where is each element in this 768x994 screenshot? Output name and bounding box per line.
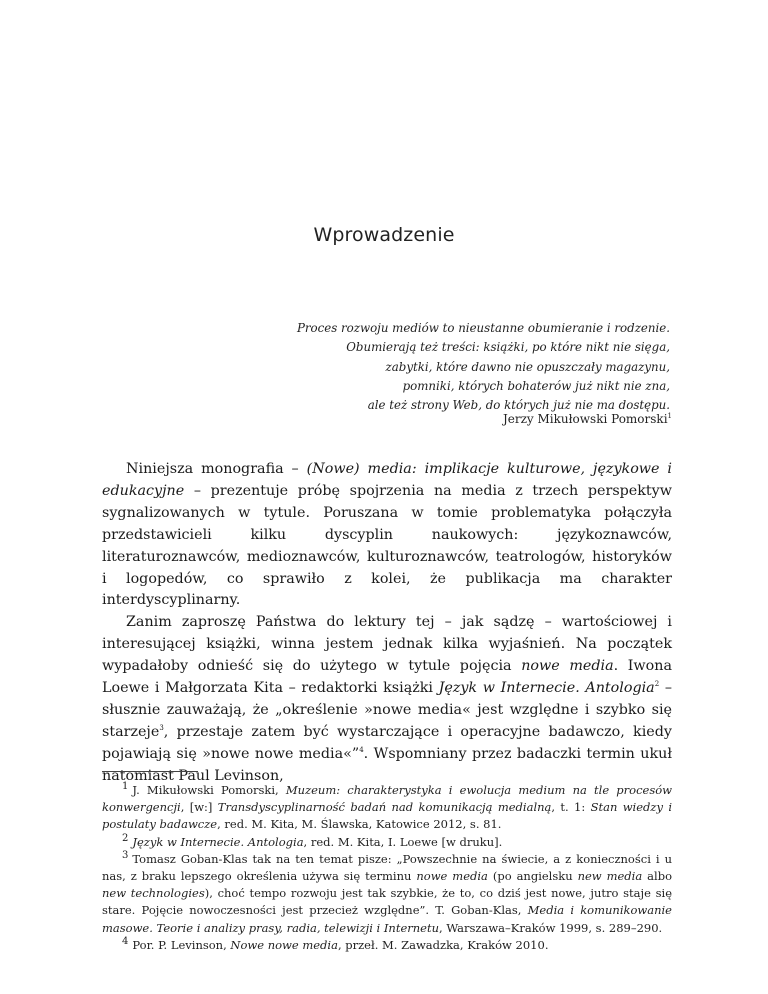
text-run: , red. M. Kita, M. Ślawska, Katowice 2012, s. 81. <box>217 817 502 832</box>
footnote-ref[interactable]: 4 <box>359 746 364 755</box>
text-run-italic: Język w Internecie. Antologia <box>132 834 304 849</box>
text-run: Niniejsza monografia – <box>126 461 307 477</box>
footnote <box>102 834 672 851</box>
epigraph-line: Obumierają też treści: książki, po które nikt nie sięga, <box>346 340 670 355</box>
text-run-italic: new media <box>577 869 643 884</box>
text-run: – prezentuje próbę spojrzenia na media z trzech perspektyw sygnalizowanych w tytule. Poruszana w tomie problematyka połączyła przedstawicieli kilku dyscyplin naukowych: językoznawców, literaturoznawców, medioznawców, kulturoznawców, teatrologów, historyków i logopedów, co sprawiło z kolei, że publikacja ma charakter interdyscyplinarny. <box>102 482 672 609</box>
text-run: , red. M. Kita, I. Loewe [w druku]. <box>303 834 503 849</box>
text-run: – słusznie zauważają, że „określenie »nowe media« jest względne i szybko się starzeje <box>102 680 672 740</box>
chapter-title: Wprowadzenie <box>313 224 455 246</box>
body-text <box>102 459 672 788</box>
text-run: , [w:] <box>180 800 218 815</box>
text-run-italic: nowe media <box>416 869 488 884</box>
epigraph-author <box>503 412 672 426</box>
text-run: , t. 1: <box>551 800 591 815</box>
footnote-number: 3 <box>122 849 129 861</box>
text-run-italic: Transdyscyplinarność badań nad komunikacją medialną <box>217 800 552 815</box>
footnotes <box>102 782 672 954</box>
book-title: Język w Internecie. Antologia <box>438 680 655 697</box>
text-run: . Iwona Loewe i Małgorzata Kita – redaktorki książki <box>102 658 672 697</box>
text-run-italic: Nowe nowe media <box>230 937 338 952</box>
epigraph-line: zabytki, które dawno nie opuszczały magazynu, <box>385 359 670 374</box>
text-run-italic: Stan wiedzy i postulaty badawcze <box>102 800 672 832</box>
epigraph <box>250 319 670 415</box>
footnote-ref[interactable]: 3 <box>159 724 164 733</box>
epigraph-author-name: Jerzy Mikułowski Pomorski <box>502 412 668 426</box>
book-title: (Nowe) media: implikacje kulturowe, językowe i edukacyjne <box>102 461 673 499</box>
footnote-number: 1 <box>122 781 129 793</box>
text-run: Tomasz Goban-Klas tak na ten temat pisze: „Powszechnie na świecie, a z konieczności i u nas, z braku lepszego określenia używa się terminu <box>102 851 672 884</box>
footnote-ref[interactable]: 1 <box>667 412 672 420</box>
text-run: albo <box>642 869 672 884</box>
text-run: Por. P. Levinson, <box>132 937 231 952</box>
term: nowe media <box>521 658 614 675</box>
footnote-number: 4 <box>122 936 129 947</box>
text-run: Zanim zaproszę Państwa do lektury tej – jak sądzę – wartościowej i interesującej książki, winna jestem jednak kilka wyjaśnień. Na początek wypadałoby odnieść się do użytego w tytule pojęcia <box>102 614 672 675</box>
text-run: (po angielsku <box>487 869 578 884</box>
text-run: , przestaje zatem być wystarczające i operacyjne badawczo, kiedy pojawiają się »nowe nowe media«” <box>102 723 672 762</box>
paragraph <box>102 612 672 787</box>
text-run-italic: new technologies <box>102 886 205 901</box>
text-run-italic: Media i komunikowanie masowe. Teorie i analizy prasy, radia, telewizji i Internetu <box>102 903 672 935</box>
epigraph-line: ale też strony Web, do których już nie ma dostępu. <box>367 398 670 413</box>
epigraph-line: Proces rozwoju mediów to nieustanne obumieranie i rodzenie. <box>296 321 670 335</box>
text-run: , Warszawa–Kraków 1999, s. 289–290. <box>439 920 663 935</box>
footnote <box>102 782 672 834</box>
text-run: . Wspomniany przez badaczki termin ukuł natomiast Paul Levinson, <box>102 745 673 784</box>
text-run: J. Mikułowski Pomorski, <box>132 783 286 797</box>
footnote <box>102 851 672 937</box>
footnote-ref[interactable]: 2 <box>654 680 660 689</box>
text-run: ), choć tempo rozwoju jest tak szybkie, że to, co dziś jest nowe, jutro staje się stare. Pojęcie nowoczesności jest przecież względne”. T. Goban-Klas, <box>102 886 672 918</box>
text-run: , przeł. M. Zawadzka, Kraków 2010. <box>337 937 549 952</box>
text-run-italic: Muzeum: charakterystyka i ewolucja medium na tle procesów konwergencji <box>102 783 673 815</box>
paragraph <box>102 459 672 612</box>
footnote-number: 2 <box>122 832 129 844</box>
epigraph-line: pomniki, których bohaterów już nikt nie zna, <box>402 378 670 393</box>
footnote-separator <box>102 771 198 772</box>
footnote <box>102 937 672 954</box>
